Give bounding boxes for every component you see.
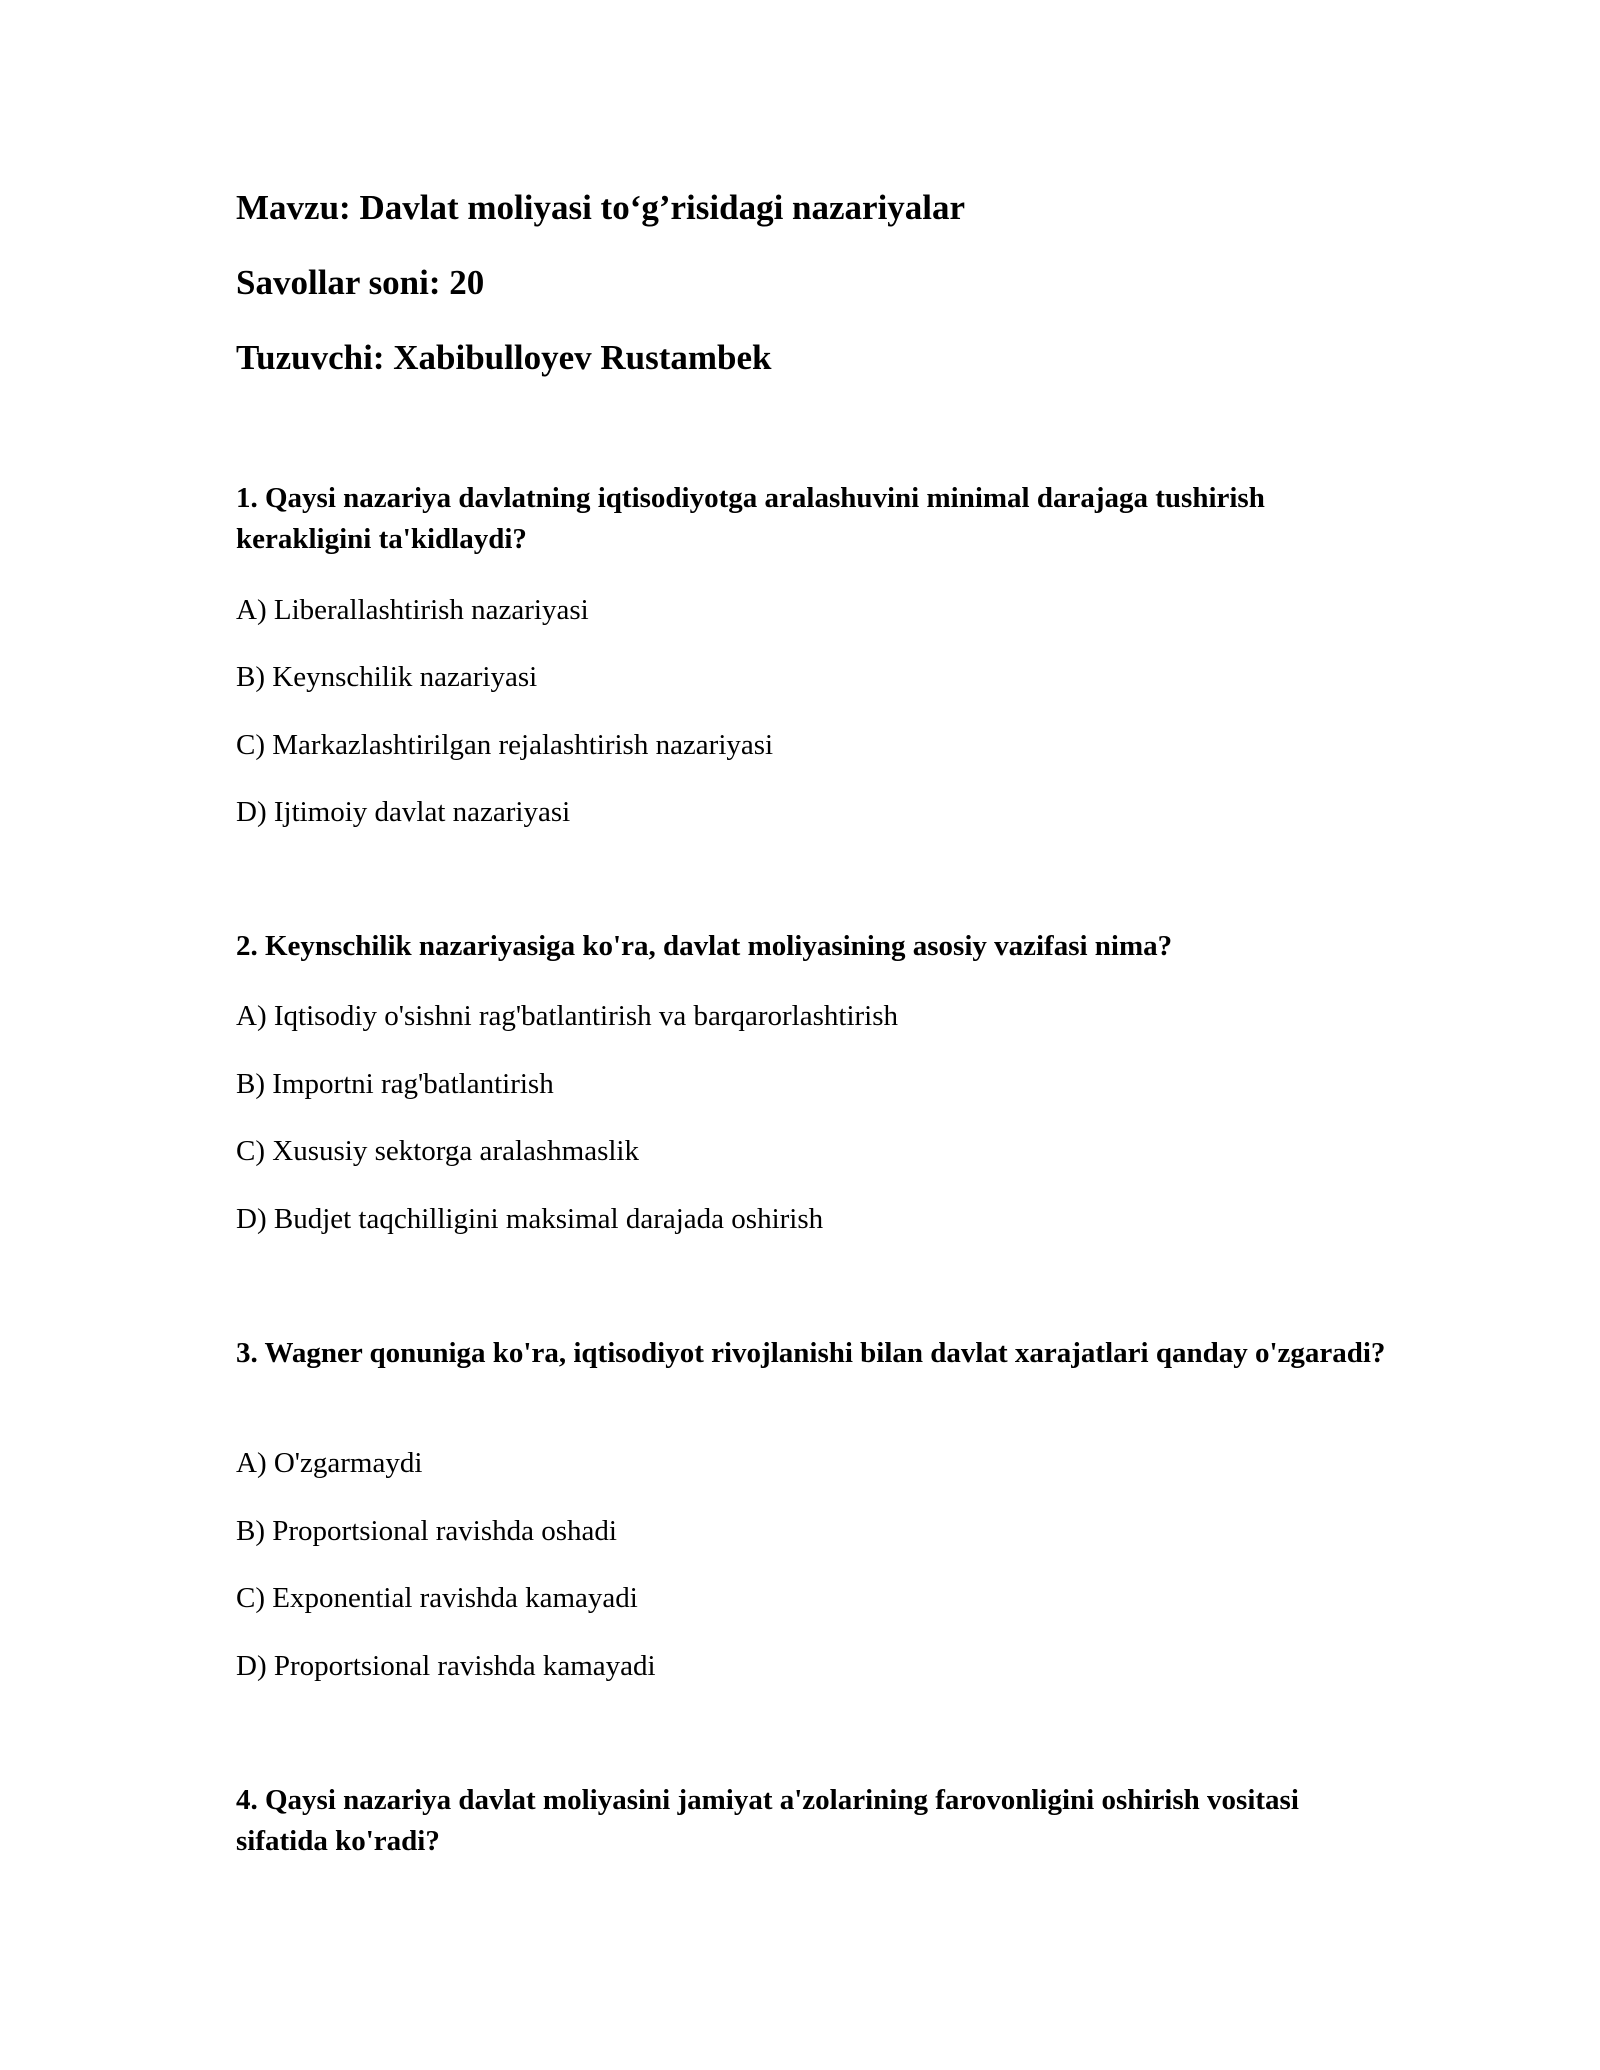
question-2-text: 2. Keynschilik nazariyasiga ko'ra, davlat moliyasining asosiy vazifasi nima? [236, 930, 1173, 962]
question-count: Savollar soni: 20 [236, 263, 485, 302]
question-2-option-b: B) Importni rag'batlantirish [236, 1068, 554, 1100]
topic-heading: Mavzu: Davlat moliyasi to‘g’risidagi nazariyalar [236, 188, 966, 227]
question-3-option-b: B) Proportsional ravishda oshadi [236, 1515, 617, 1547]
question-4-text: 4. Qaysi nazariya davlat moliyasini jamiyat a'zolarining farovonligini oshirish vositasi sifatida ko'radi? [236, 1784, 1299, 1857]
question-3-option-d: D) Proportsional ravishda kamayadi [236, 1650, 656, 1682]
question-3-option-c: C) Exponential ravishda kamayadi [236, 1582, 638, 1614]
question-2-option-d: D) Budjet taqchilligini maksimal darajada oshirish [236, 1203, 824, 1235]
question-1-text: 1. Qaysi nazariya davlatning iqtisodiyotga aralashuvini minimal darajaga tushirish kerakligini ta'kidlaydi? [236, 482, 1265, 555]
question-1-option-a: A) Liberallashtirish nazariyasi [236, 594, 589, 626]
author-line: Tuzuvchi: Xabibulloyev Rustambek [236, 338, 772, 377]
question-1-option-b: B) Keynschilik nazariyasi [236, 661, 538, 693]
question-2-option-a: A) Iqtisodiy o'sishni rag'batlantirish va barqarorlashtirish [236, 1000, 899, 1032]
question-1-option-d: D) Ijtimoiy davlat nazariyasi [236, 796, 571, 828]
question-3-text: 3. Wagner qonuniga ko'ra, iqtisodiyot rivojlanishi bilan davlat xarajatlari qanday o'zgaradi? [236, 1337, 1386, 1369]
question-2-option-c: C) Xususiy sektorga aralashmaslik [236, 1135, 639, 1167]
question-3-option-a: A) O'zgarmaydi [236, 1447, 423, 1479]
question-1-option-c: C) Markazlashtirilgan rejalashtirish nazariyasi [236, 729, 774, 761]
